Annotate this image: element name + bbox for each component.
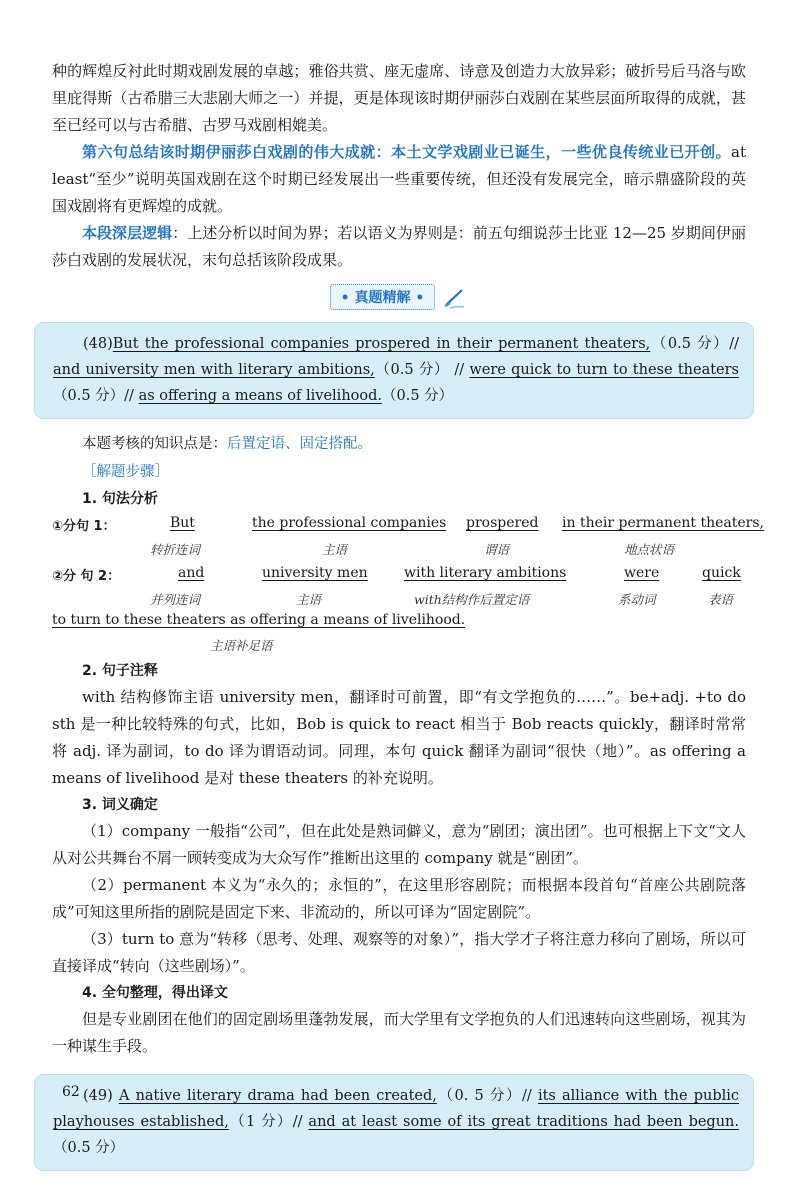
q49-segment-1: A native literary drama had been created, (118, 1088, 437, 1104)
q48-score-2: （0.5 分） // (374, 362, 465, 378)
q49-score-2: （1 分）// (228, 1114, 303, 1130)
q48-segment-2: and university men with literary ambitions, (53, 362, 375, 378)
clause-2-number: ②分 句 2： (52, 569, 121, 584)
intro-paragraph-2 (52, 139, 746, 220)
clause-2-label-1: 并列连词 (150, 592, 201, 607)
q48-segment-3: were quick to turn to these theaters (469, 362, 739, 378)
question-48-number: (48) (83, 336, 113, 352)
steps-label: ［解题步骤］ (82, 464, 169, 480)
page-content (52, 58, 764, 1183)
clause-2-word-6: to turn to these theaters as offering a means of livelihood. (52, 612, 466, 628)
knowledge-line (52, 431, 746, 458)
page-number: 62 (62, 1084, 80, 1100)
question-48-text (53, 331, 739, 409)
clause-2-label-6: 主语补足语 (210, 638, 273, 653)
q48-segment-4: as offering a means of livelihood. (138, 388, 383, 404)
clause-1-word-1: But (170, 515, 195, 531)
clause-1-analysis (52, 512, 764, 562)
q49-score-1: （0. 5 分）// (436, 1088, 532, 1104)
note-2: with 结构修饰主语 university men，翻译时可前置，即“有文学抱负的……”。be+adj. +to do sth 是一种比较特殊的句式，比如，Bob is quick to react 相当于 Bob reacts quickly，翻译时常常将 adj. 译为副词，to do 译为谓语动词。同理，本句 quick 翻译为副词“很快（地）”。as offering a means of livelihood 是对 these theaters 的补充说明。 (52, 688, 746, 787)
clause-1-word-4: in their permanent theaters, (562, 515, 764, 531)
section-title (52, 284, 746, 310)
steps-label-line (52, 458, 746, 486)
section-tag: • 真题精解 • (330, 284, 436, 310)
clause-2-word-1: and (178, 565, 205, 581)
intro-paragraph-1: 种的辉煌反衬此时期戏剧发展的卓越；雅俗共赏、座无虚席、诗意及创造力大放异彩；破折号后马洛与欧里庇得斯（古希腊三大悲剧大师之一）并提，更是体现该时期伊丽莎白戏剧在某些层面所取得的成就，甚至已经可以与古希腊、古罗马戏剧相媲美。 (52, 62, 746, 134)
clause-1-word-2: the professional companies (252, 515, 447, 531)
step-3-heading: 3. 词义确定 (82, 797, 158, 813)
clause-1-label-4: 地点状语 (624, 542, 675, 557)
clause-1-number: ①分句 1： (52, 519, 116, 534)
question-49-number: (49) (83, 1088, 113, 1104)
q49-segment-3: and at least some of its great traditions had been begun. (308, 1114, 739, 1130)
logic-label: 本段深层逻辑 (82, 224, 173, 242)
clause-2-word-3: with literary ambitions (404, 565, 567, 581)
note-3a: （1）company 一般指“公司”，但在此处是熟词僻义，意为“剧团；演出团”。也可根据上下文“文人从对公共舞台不屑一顾转变成为大众写作”推断出这里的 company 就是“剧团”。 (52, 822, 746, 867)
summary-highlight: 第六句总结该时期伊丽莎白戏剧的伟大成就：本土文学戏剧业已诞生，一些优良传统业已开创。 (82, 143, 732, 161)
note-3c: （3）turn to 意为“转移（思考、处理、观察等的对象）”，指大学才子将注意力移向了剧场，所以可直接译成“转向（这些剧场）”。 (52, 930, 746, 975)
clause-2-word-5: quick (702, 565, 741, 581)
q49-score-3: （0.5 分） (53, 1140, 125, 1156)
question-49-box (34, 1074, 754, 1171)
note-3b: （2）permanent 本义为“永久的；永恒的”，在这里形容剧院；而根据本段首句“首座公共剧院落成”可知这里所指的剧院是固定下来、非流动的，所以可译为“固定剧院”。 (52, 876, 746, 921)
clause-1-label-3: 谓语 (484, 542, 510, 557)
step-1-heading: 1. 句法分析 (82, 491, 158, 507)
clause-2-label-3: with结构作后置定语 (414, 592, 530, 607)
q48-segment-1: But the professional companies prospered in their permanent theaters, (112, 336, 651, 352)
clause-2-complement (52, 612, 746, 658)
step-4-heading: 4. 全句整理，得出译文 (82, 985, 228, 1001)
clause-2-label-4: 系动词 (618, 592, 656, 607)
logic-text: ：上述分析以时间为界；若以语义为界则是：前五句细说莎士比亚 12—25 岁期间伊丽莎白戏剧的发展状况，末句总括该阶段成果。 (52, 224, 746, 269)
q48-score-3: （0.5 分）// (53, 388, 134, 404)
q49-segment-2: its alliance with the public playhouses established, (53, 1088, 740, 1130)
question-48-box (34, 322, 754, 419)
clause-1-word-3: prospered (466, 515, 539, 531)
intro-paragraph-3 (52, 220, 746, 274)
translation: 但是专业剧团在他们的固定剧场里蓬勃发展，而大学里有文学抱负的人们迅速转向这些剧场，视其为一种谋生手段。 (52, 1010, 746, 1055)
clause-2-analysis (52, 562, 746, 612)
knowledge-points: 后置定语、固定搭配。 (227, 436, 372, 452)
question-49-text (53, 1083, 739, 1161)
clause-1-label-1: 转折连词 (150, 542, 201, 557)
q48-score-1: （0.5 分）// (650, 336, 739, 352)
knowledge-prefix: 本题考核的知识点是： (82, 436, 227, 452)
clause-2-word-4: were (624, 565, 660, 581)
clause-2-label-2: 主语 (296, 592, 322, 607)
brush-icon (442, 287, 468, 309)
clause-2-label-5: 表语 (708, 592, 734, 607)
summary-rest: at least“至少”说明英国戏剧在这个时期已经发展出一些重要传统，但还没有发展完全，暗示鼎盛阶段的英国戏剧将有更辉煌的成就。 (52, 143, 746, 215)
clause-2-word-2: university men (262, 565, 368, 581)
step-2-heading: 2. 句子注释 (82, 663, 158, 679)
q48-score-4: （0.5 分） (382, 388, 454, 404)
clause-1-label-2: 主语 (322, 542, 348, 557)
